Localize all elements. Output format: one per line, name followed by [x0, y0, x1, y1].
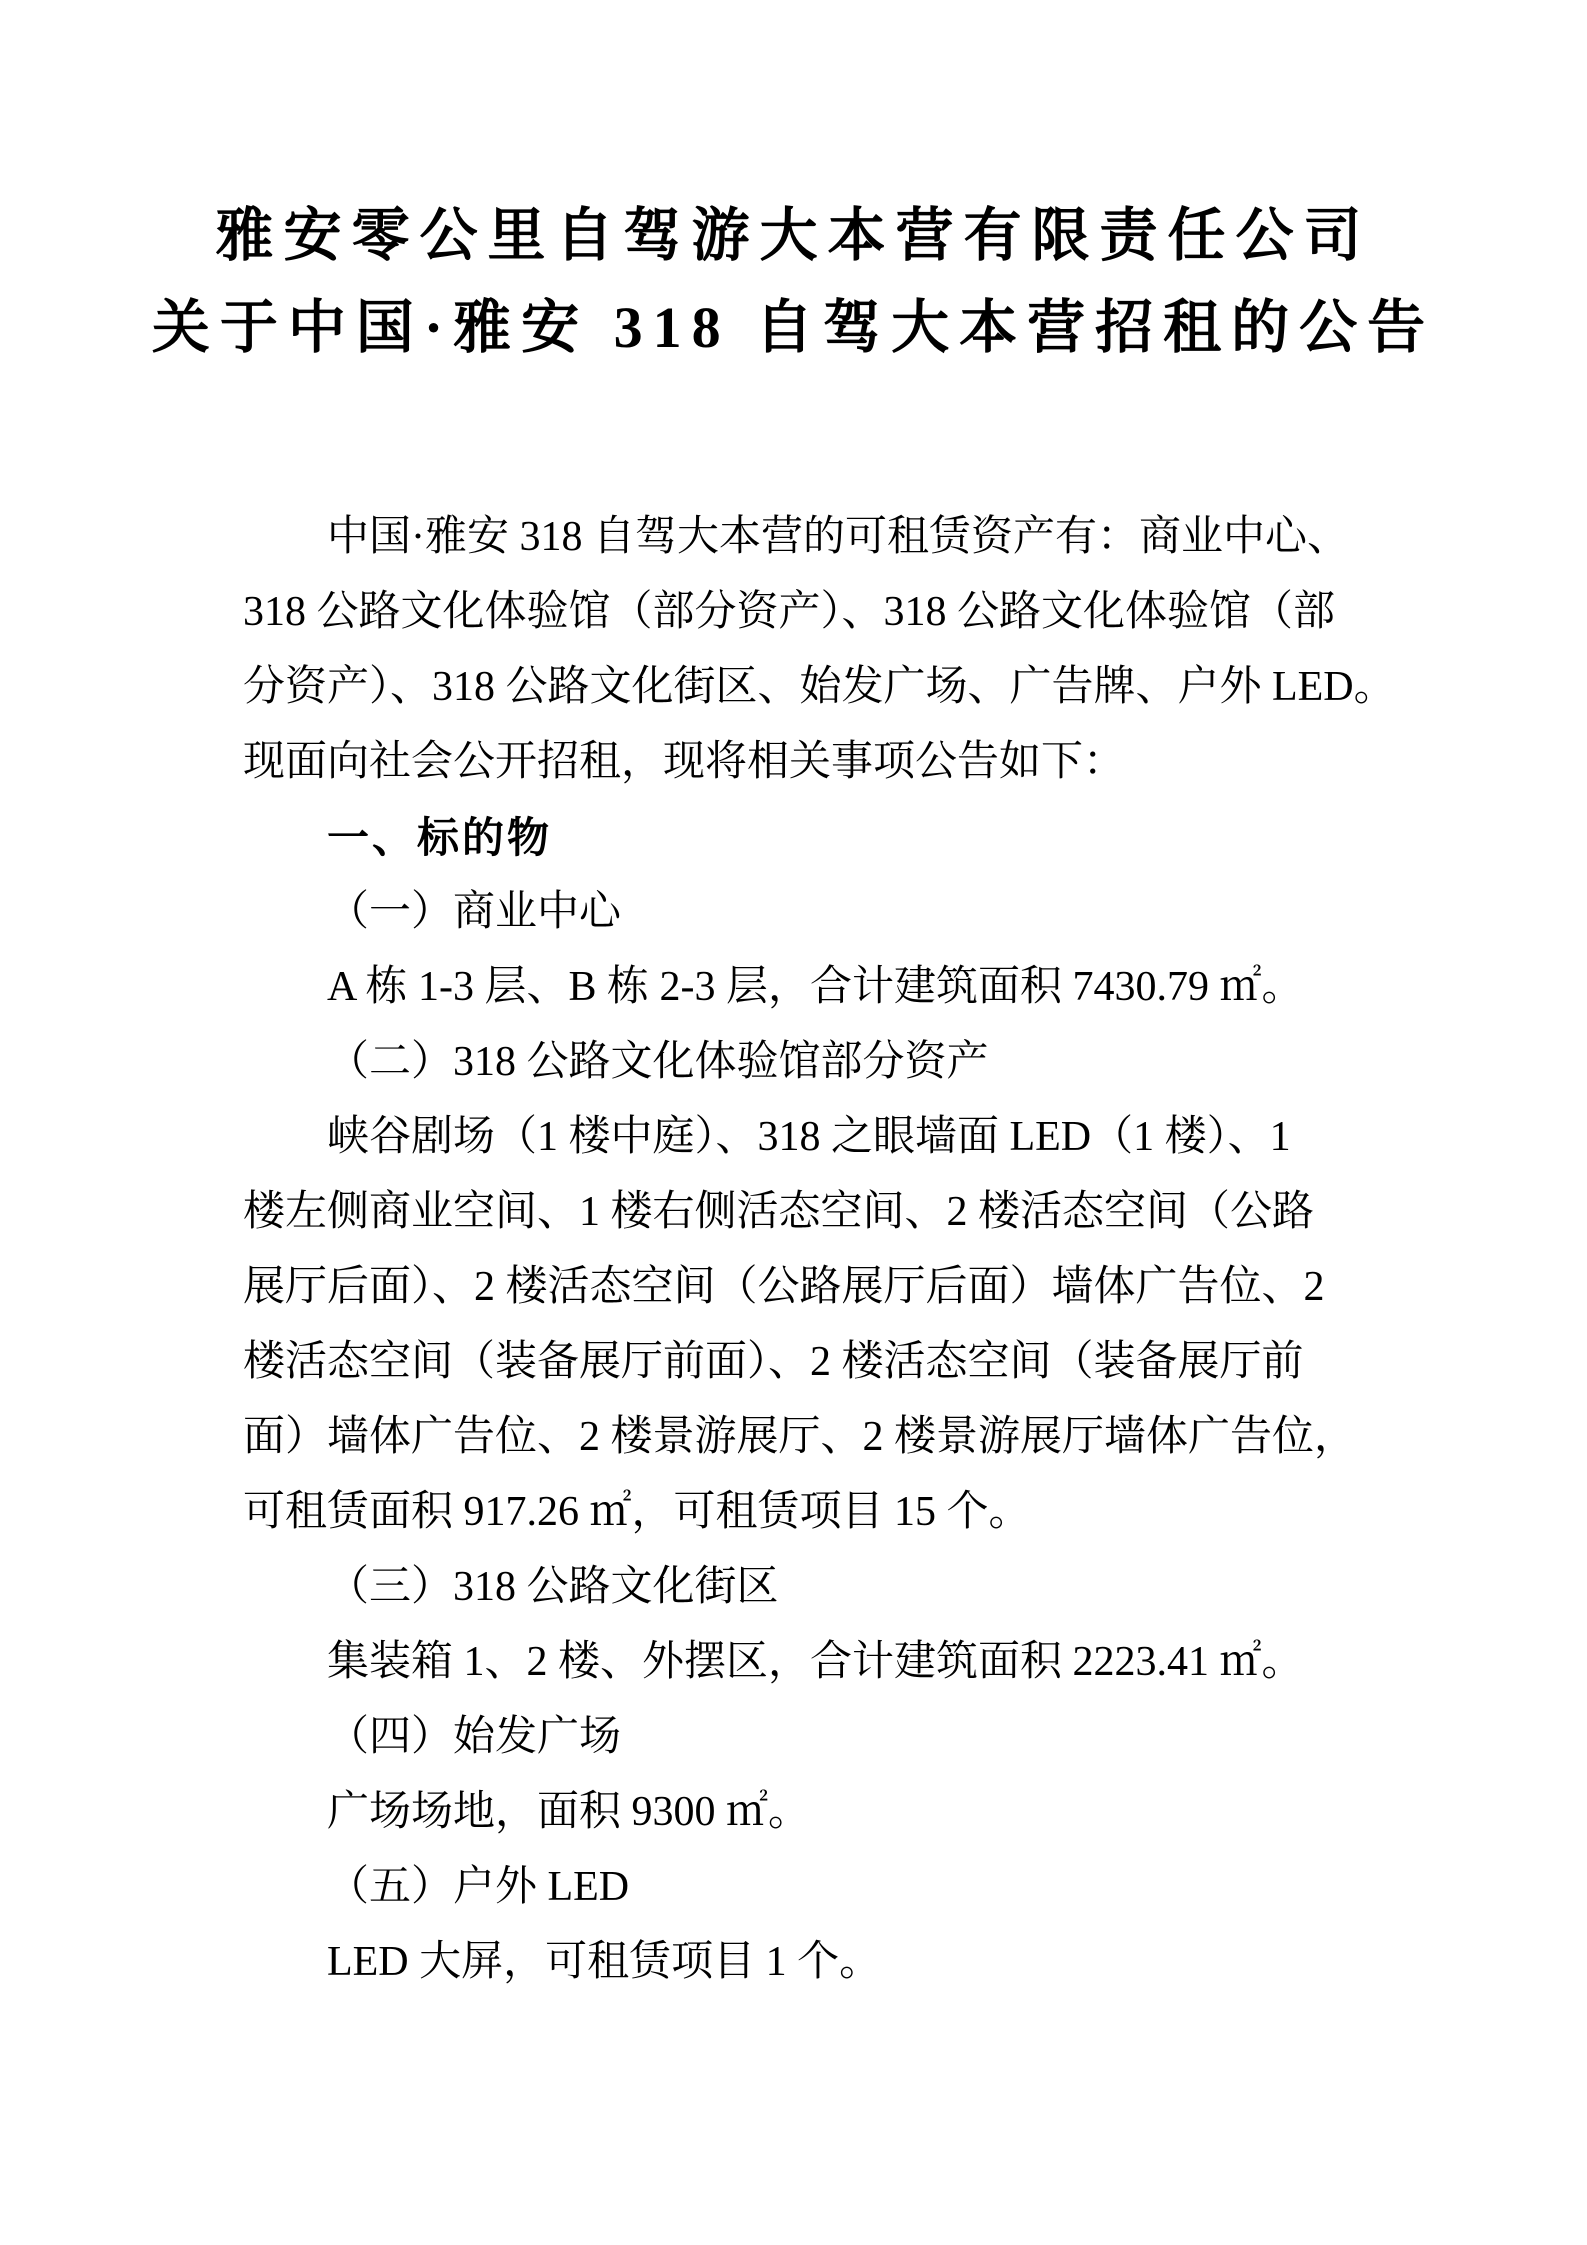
paragraph-line: 分资产）、318 公路文化街区、始发广场、广告牌、户外 LED。: [243, 664, 1396, 710]
paragraph-line: 广场场地，面积 9300 ㎡。: [327, 1789, 811, 1835]
subsection-heading: （一）商业中心: [327, 889, 622, 935]
document-title-line-2: 关于中国·雅安 318 自驾大本营招租的公告: [151, 295, 1436, 360]
document-title-line-1: 雅安零公里自驾游大本营有限责任公司: [215, 203, 1372, 268]
document-title: [100, 190, 1487, 374]
paragraph-line: 展厅后面）、2 楼活态空间（公路展厅后面）墙体广告位、2: [243, 1264, 1325, 1310]
paragraph-line: 楼左侧商业空间、1 楼右侧活态空间、2 楼活态空间（公路: [243, 1189, 1315, 1235]
subsection-heading: （三）318 公路文化街区: [327, 1564, 779, 1610]
paragraph-line: 中国·雅安 318 自驾大本营的可租赁资产有：商业中心、: [327, 514, 1349, 560]
paragraph-line: 现面向社会公开招租，现将相关事项公告如下：: [243, 739, 1126, 785]
subsection-heading: （五）户外 LED: [327, 1864, 630, 1910]
document-body: [243, 500, 1396, 2000]
paragraph-line: 峡谷剧场（1 楼中庭）、318 之眼墙面 LED（1 楼）、1: [327, 1114, 1291, 1160]
paragraph-line: LED 大屏，可租赁项目 1 个。: [327, 1939, 882, 1985]
paragraph-line: 可租赁面积 917.26 ㎡，可租赁项目 15 个。: [243, 1489, 1031, 1535]
section-heading: 一、标的物: [327, 814, 553, 861]
paragraph-line: 318 公路文化体验馆（部分资产）、318 公路文化体验馆（部: [243, 589, 1336, 635]
paragraph-line: 面）墙体广告位、2 楼景游展厅、2 楼景游展厅墙体广告位，: [243, 1414, 1357, 1460]
paragraph-line: 楼活态空间（装备展厅前面）、2 楼活态空间（装备展厅前: [243, 1339, 1304, 1385]
paragraph-line: 集装箱 1、2 楼、外摆区，合计建筑面积 2223.41 ㎡。: [327, 1639, 1304, 1685]
paragraph-line: A 栋 1-3 层、B 栋 2-3 层，合计建筑面积 7430.79 ㎡。: [327, 964, 1304, 1010]
subsection-heading: （四）始发广场: [327, 1714, 622, 1760]
subsection-heading: （二）318 公路文化体验馆部分资产: [327, 1039, 989, 1085]
